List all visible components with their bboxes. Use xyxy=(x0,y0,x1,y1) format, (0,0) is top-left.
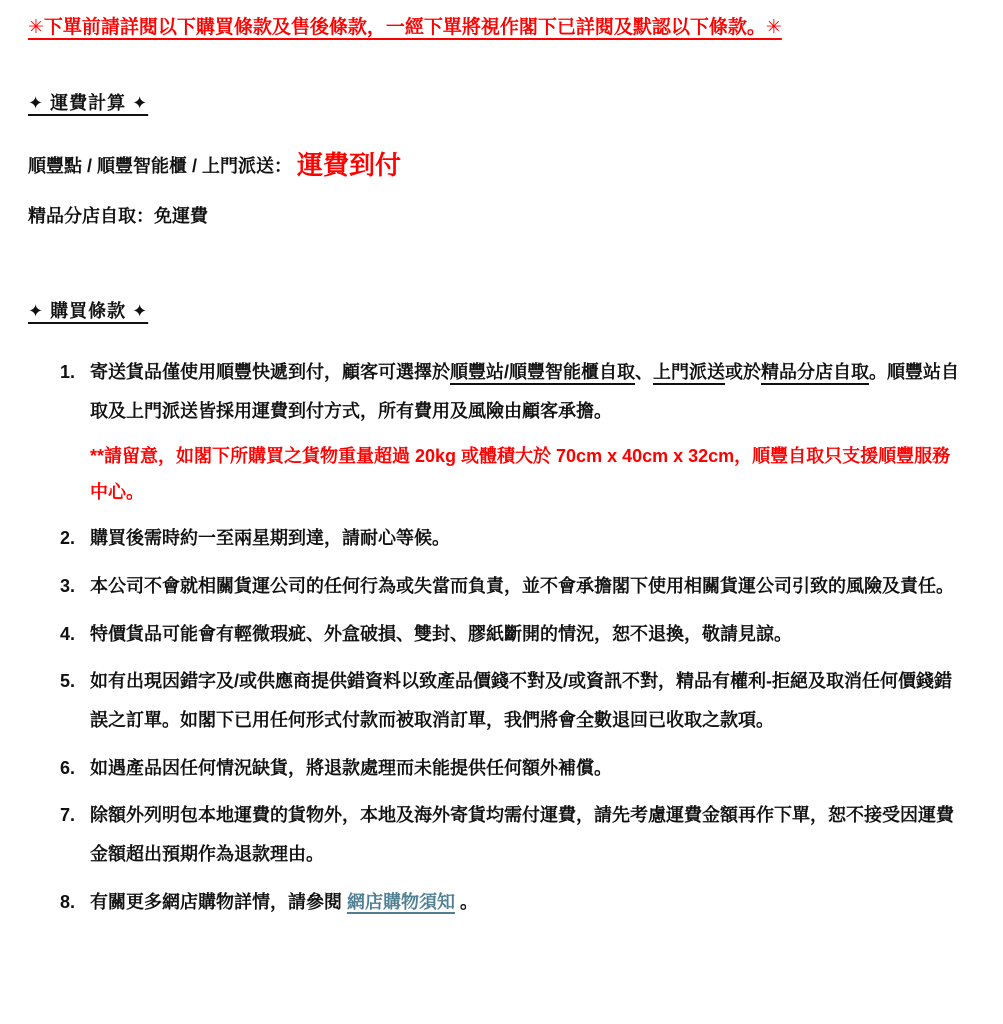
term-text: 特價貨品可能會有輕微瑕疵、外盒破損、雙封、膠紙斷開的情況，恕不退換，敬請見諒。 xyxy=(90,623,792,644)
term-item-3 xyxy=(60,567,965,606)
term-item-2 xyxy=(60,519,965,558)
term-body xyxy=(90,519,965,558)
term-body xyxy=(90,796,965,873)
sf-delivery-label: 順豐點 / 順豐智能櫃 / 上門派送： xyxy=(28,155,293,176)
term-text xyxy=(90,353,965,430)
term-number: 4. xyxy=(60,623,76,644)
term1-underline-store-pickup: 精品分店自取 xyxy=(761,361,869,382)
pre-order-notice: ✳下單前請詳閱以下購買條款及售後條款，一經下單將視作閣下已詳閱及默認以下條款。✳ xyxy=(28,17,782,38)
term-text: 本公司不會就相關貨運公司的任何行為或失當而負責，並不會承擔閣下使用相關貨運公司引致的風險及責任。 xyxy=(90,576,954,596)
term-body xyxy=(90,662,965,739)
term-body xyxy=(90,615,965,654)
term-item-1 xyxy=(60,353,965,510)
term-number: 5. xyxy=(60,671,76,692)
term-item-8 xyxy=(60,883,965,922)
sf-delivery-line xyxy=(28,145,965,187)
term-number: 3. xyxy=(60,576,76,596)
term-item-4 xyxy=(60,615,965,654)
term-body xyxy=(90,749,965,788)
term-item-5 xyxy=(60,662,965,739)
term1-underline-home-delivery: 上門派送 xyxy=(653,361,725,382)
term-text: 購買後需時約一至兩星期到達，請耐心等候。 xyxy=(90,528,450,549)
term-item-7 xyxy=(60,796,965,873)
shipping-section xyxy=(28,89,965,145)
term8-text-part: 。 xyxy=(455,891,479,912)
store-shopping-guide-link[interactable]: 網店購物須知 xyxy=(347,891,455,912)
terms-list xyxy=(28,353,965,922)
term-body xyxy=(90,567,965,606)
term1-underline-sf-station: 順豐站/順豐智能櫃自取 xyxy=(450,361,635,382)
term-number: 2. xyxy=(60,528,76,549)
term-text xyxy=(90,883,965,922)
purchase-terms-section xyxy=(28,297,965,353)
store-pickup-line: 精品分店自取：免運費 xyxy=(28,206,208,227)
term-text: 除額外列明包本地運費的貨物外，本地及海外寄貨均需付運費，請先考慮運費金額再作下單，恕不接受因運費金額超出預期作為退款理由。 xyxy=(90,805,954,865)
weight-limit-warning: **請留意，如閣下所購買之貨物重量超過 20kg 或體積大於 70cm x 40cm x 32cm，順豐自取只支援順豐服務中心。 xyxy=(90,446,951,503)
freight-collect-value: 運費到付 xyxy=(297,149,402,180)
term-number: 7. xyxy=(60,805,76,826)
term-text: 如遇產品因任何情況缺貨，將退款處理而未能提供任何額外補償。 xyxy=(90,757,612,778)
term-body xyxy=(90,883,965,922)
term-body xyxy=(90,353,965,510)
term1-text-part: 。順豐站自取及上門派送皆採用運費到付方式，所有費用及風險由顧客承擔。 xyxy=(90,361,959,421)
term-number: 8. xyxy=(60,891,76,912)
term1-text-part: 寄送貨品僅使用順豐快遞到付，顧客可選擇於 xyxy=(90,361,450,382)
shipping-heading: ✦ 運費計算 ✦ xyxy=(28,92,149,113)
purchase-terms-heading: ✦ 購買條款 ✦ xyxy=(28,300,149,321)
term-number: 1. xyxy=(60,361,76,382)
term1-text-part: 或於 xyxy=(725,361,761,382)
term-item-6 xyxy=(60,749,965,788)
term-number: 6. xyxy=(60,757,76,778)
term-text: 如有出現因錯字及/或供應商提供錯資料以致產品價錢不對及/或資訊不對，精品有權利-拒絕及取消任何價錢錯誤之訂單。如閣下已用任何形式付款而被取消訂單，我們將會全數退回已收取之款項。 xyxy=(90,671,952,731)
term1-text-part: 、 xyxy=(635,361,653,382)
term8-text-part: 有關更多網店購物詳情，請參閱 xyxy=(90,891,347,912)
